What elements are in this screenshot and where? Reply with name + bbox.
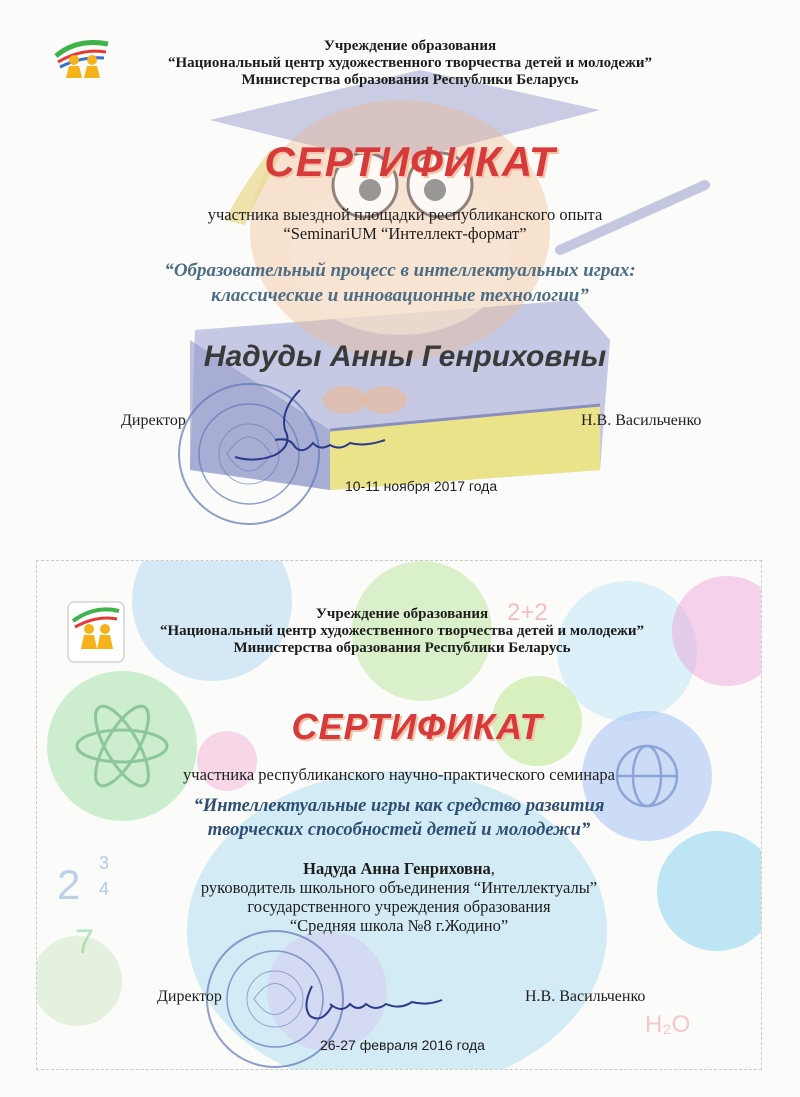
event-date: 26-27 февраля 2016 года	[320, 1037, 485, 1053]
topic-line-2: творческих способностей детей и молодежи”	[207, 820, 591, 840]
director-name: Н.В. Васильченко	[525, 988, 646, 1005]
subtitle: участника республиканского научно-практического семинара	[183, 765, 615, 784]
decor-equation: 2+2	[507, 599, 548, 626]
topic-line-1: “Интеллектуальные игры как средство развития	[193, 796, 605, 816]
subtitle-line-2: “SeminariUM “Интеллект-формат”	[283, 224, 527, 243]
institution-line-2: “Национальный центр художественного творчества детей и молодежи”	[159, 623, 645, 639]
director-label: Директор	[157, 988, 222, 1005]
role-line-3: “Средняя школа №8 г.Жодино”	[289, 916, 509, 935]
institution-block	[37, 606, 762, 657]
director-label: Директор	[121, 412, 186, 429]
institution-line-3: Министерства образования Республики Беларусь	[241, 72, 579, 88]
certificate-2016	[36, 560, 762, 1070]
director-name: Н.В. Васильченко	[581, 412, 702, 429]
institution-line-1: Учреждение образования	[323, 38, 497, 54]
subtitle-block	[0, 205, 800, 243]
decor-h2o: H₂O	[645, 1011, 691, 1038]
decor-fraction-top: 3	[99, 853, 110, 873]
role-line-1: руководитель школьного объединения “Интеллектуалы”	[200, 878, 598, 897]
recipient-name: Надуды Анны Генриховны	[203, 340, 607, 373]
recipient-comma: ,	[490, 859, 495, 878]
institution-block	[0, 38, 800, 89]
topic-line-2: классические и инновационные технологии”	[211, 285, 589, 306]
director-signature	[215, 385, 395, 470]
event-date: 10-11 ноября 2017 года	[345, 478, 498, 494]
topic-block	[37, 794, 761, 842]
topic-block	[0, 258, 800, 308]
institution-line-2: “Национальный центр художественного творчества детей и молодежи”	[167, 55, 653, 71]
recipient-name: Надуда Анна Генриховна	[303, 859, 491, 878]
decor-digit: 2	[57, 861, 81, 908]
decor-fraction-bottom: 4	[99, 879, 110, 899]
certificate-2017	[0, 0, 800, 520]
institution-line-1: Учреждение образования	[315, 606, 489, 622]
certificate-title: СЕРТИФИКАТ	[291, 706, 543, 747]
subtitle-line-1: участника выездной площадки республиканского опыта	[207, 205, 603, 224]
role-line-2: государственного учреждения образования	[247, 897, 551, 916]
director-signature	[292, 976, 452, 1031]
decor-seven: 7	[75, 923, 94, 961]
certificate-title: СЕРТИФИКАТ	[264, 138, 556, 185]
recipient-block	[37, 859, 761, 935]
topic-line-1: “Образовательный процесс в интеллектуальных играх:	[164, 260, 636, 281]
institution-line-3: Министерства образования Республики Беларусь	[233, 640, 571, 656]
